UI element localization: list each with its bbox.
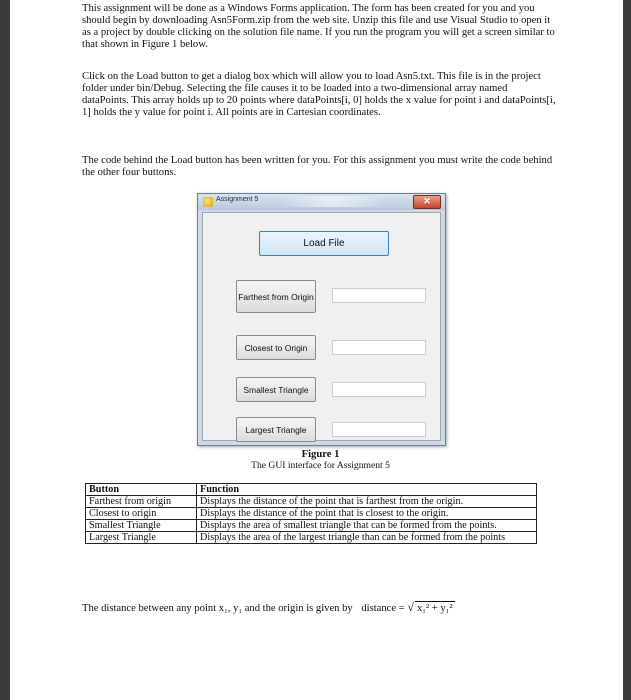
table-cell: Displays the distance of the point that is farthest from the origin.	[197, 496, 537, 508]
formula-lhs: distance =	[361, 603, 405, 614]
largest-triangle-button: Largest Triangle	[236, 417, 316, 442]
intro-paragraph: This assignment will be done as a Windows Forms application. The form has been created for you and you should begin by downloading Asn5Form.zip from the web site. Unzip this file and use Visual Studio to open it as a project by double clicking on the solution file name. If you run the program you will get a screen similar to that shown in Figure 1 below.	[82, 3, 555, 50]
distance-formula	[361, 600, 454, 616]
table-header-cell: Function	[197, 484, 537, 496]
closest-to-origin-button: Closest to Origin	[236, 335, 316, 360]
figure-caption: The GUI interface for Assignment 5	[251, 460, 390, 471]
assignment-window-figure	[197, 193, 446, 446]
table-row	[86, 532, 537, 544]
window-client-area	[202, 212, 441, 441]
distance-sentence: The distance between any point x₁, y₁ and the origin is given by	[82, 603, 353, 614]
table-row	[86, 496, 537, 508]
load-file-button: Load File	[259, 231, 389, 256]
close-icon: ✕	[413, 195, 441, 209]
titlebar-glare	[278, 196, 388, 207]
button-function-table	[85, 483, 537, 544]
table-row	[86, 508, 537, 520]
largest-result-field	[332, 422, 426, 437]
sqrt-icon: √	[407, 600, 414, 614]
formula-radicand: x₁² + y₁²	[416, 603, 453, 614]
table-header-row	[86, 484, 537, 496]
table-cell: Displays the area of smallest triangle that can be formed from the points.	[197, 520, 537, 532]
table-cell: Displays the area of the largest triangle than can be formed from the points	[197, 532, 537, 544]
table-cell: Displays the distance of the point that is closest to the origin.	[197, 508, 537, 520]
task-paragraph: The code behind the Load button has been written for you. For this assignment you must write the code behind the other four buttons.	[82, 155, 553, 178]
table-cell: Largest Triangle	[86, 532, 197, 544]
smallest-result-field	[332, 382, 426, 397]
table-cell: Closest to origin	[86, 508, 197, 520]
load-instructions-paragraph: Click on the Load button to get a dialog box which will allow you to load Asn5.txt. This file is in the project folder under bin/Debug. Selecting the file causes it to be loaded into a two-dimensional array named dataPoints. This array holds up to 20 points where dataPoints[i, 0] holds the x value for point i and dataPoints[i, 1] holds the y value for point i. All points are in Cartesian coordinates.	[82, 71, 556, 118]
table-cell: Smallest Triangle	[86, 520, 197, 532]
distance-formula-line	[82, 600, 562, 616]
smallest-triangle-button: Smallest Triangle	[236, 377, 316, 402]
app-icon	[203, 197, 213, 207]
closest-result-field	[332, 340, 426, 355]
window-title: Assignment 5	[216, 196, 259, 203]
figure-label: Figure 1	[301, 449, 340, 460]
document-page	[10, 0, 623, 700]
table-header-cell: Button	[86, 484, 197, 496]
table-row	[86, 520, 537, 532]
table-cell: Farthest from origin	[86, 496, 197, 508]
farthest-from-origin-button: Farthest from Origin	[236, 280, 316, 313]
farthest-result-field	[332, 288, 426, 303]
window-titlebar	[198, 194, 445, 210]
